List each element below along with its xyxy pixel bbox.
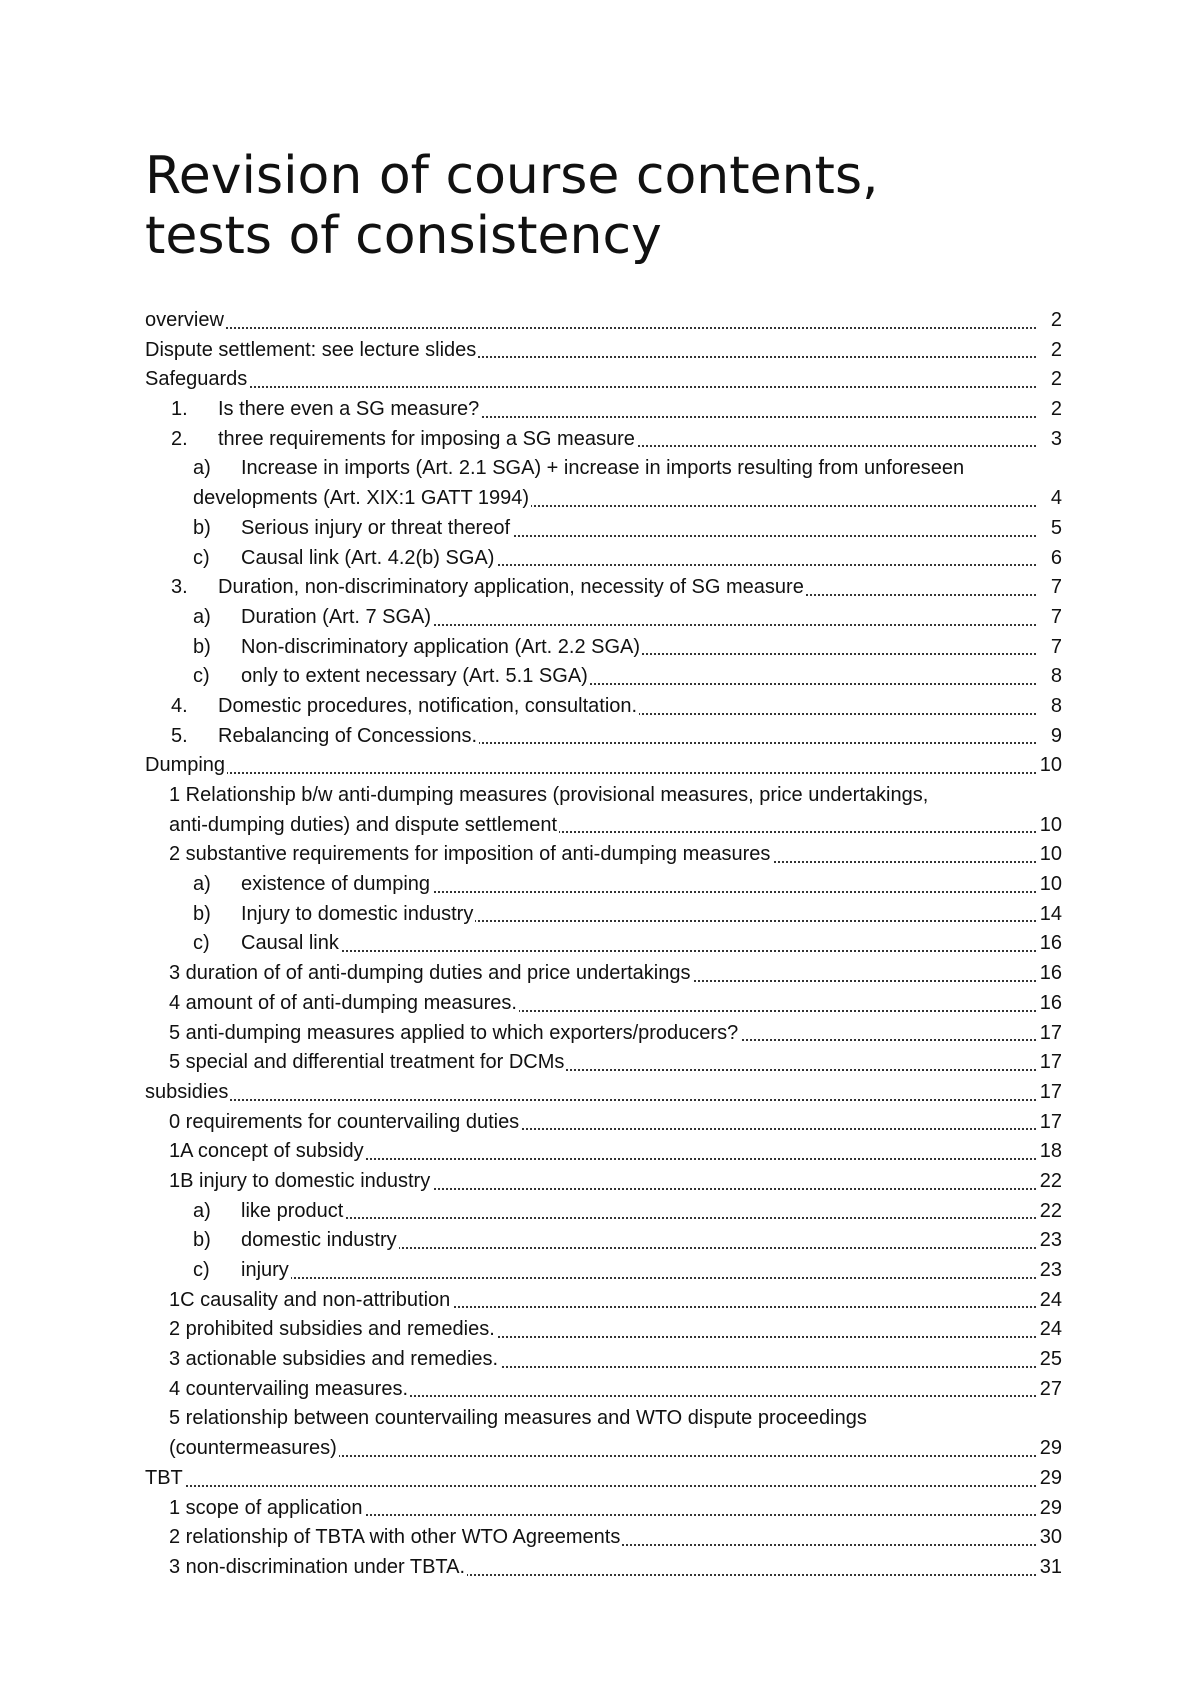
toc-page-number: 22 — [1038, 1197, 1062, 1227]
toc-page-number: 23 — [1038, 1256, 1062, 1286]
toc-entry-marker: b) — [193, 1229, 211, 1252]
toc-entry[interactable] — [145, 751, 1062, 781]
toc-entry-label: 3 actionable subsidies and remedies. — [169, 1345, 500, 1375]
toc-entry-label: Non-discriminatory application (Art. 2.2 SGA) — [241, 633, 642, 663]
toc-entry-label: 1A concept of subsidy — [169, 1137, 366, 1167]
toc-dot-leader — [241, 1190, 1036, 1220]
toc-entry-label: domestic industry — [241, 1226, 399, 1256]
toc-dot-leader — [145, 1071, 1036, 1101]
toc-dot-leader — [241, 1249, 1036, 1279]
toc-page-number: 9 — [1049, 722, 1062, 752]
toc-page-number: 16 — [1038, 929, 1062, 959]
toc-page-number: 24 — [1038, 1286, 1062, 1316]
toc-page-number: 10 — [1038, 811, 1062, 841]
toc-page-number: 18 — [1038, 1137, 1062, 1167]
toc-entry-label: Injury to domestic industry — [241, 900, 475, 930]
toc-page-number: 31 — [1038, 1553, 1062, 1583]
toc-entry-marker: c) — [193, 665, 210, 688]
toc-entry-label: 2 relationship of TBTA with other WTO Agreements — [169, 1523, 622, 1553]
toc-page-number: 2 — [1049, 365, 1062, 395]
table-of-contents — [145, 306, 1062, 1583]
toc-entry-label: 1 Relationship b/w anti-dumping measures (provisional measures, price undertakings, — [169, 781, 930, 811]
toc-entry-label: Rebalancing of Concessions. — [218, 722, 479, 752]
toc-entry-label: injury — [241, 1256, 291, 1286]
toc-entry-label: Increase in imports (Art. 2.1 SGA) + increase in imports resulting from unforeseen — [241, 454, 966, 484]
toc-entry-label: 2 prohibited subsidies and remedies. — [169, 1315, 497, 1345]
toc-page-number: 7 — [1049, 573, 1062, 603]
toc-page-number: 5 — [1049, 514, 1062, 544]
toc-entry-label: 1C causality and non-attribution — [169, 1286, 452, 1316]
toc-entry-label-continuation: developments (Art. XIX:1 GATT 1994) — [193, 484, 531, 514]
toc-entry-marker: 4. — [171, 694, 188, 717]
toc-entry-label: 3 non-discrimination under TBTA. — [169, 1553, 467, 1583]
toc-page-number: 8 — [1049, 692, 1062, 722]
toc-page-number: 22 — [1038, 1167, 1062, 1197]
toc-dot-leader — [145, 744, 1036, 774]
toc-entry-marker: b) — [193, 902, 211, 925]
toc-entry[interactable] — [145, 1375, 1062, 1405]
toc-page-number: 6 — [1049, 544, 1062, 574]
toc-page-number: 2 — [1049, 306, 1062, 336]
toc-entry-label: Serious injury or threat thereof — [241, 514, 512, 544]
toc-dot-leader — [145, 299, 1036, 329]
toc-entry-label: Causal link (Art. 4.2(b) SGA) — [241, 544, 496, 574]
toc-entry-label: 4 countervailing measures. — [169, 1375, 410, 1405]
toc-entry-label-continuation: (countermeasures) — [169, 1434, 339, 1464]
toc-entry-label: 1 scope of application — [169, 1494, 364, 1524]
toc-entry-label: subsidies — [145, 1078, 230, 1108]
toc-page-number: 10 — [1038, 751, 1062, 781]
toc-entry-marker: 2. — [171, 427, 188, 450]
toc-page-number: 17 — [1038, 1108, 1062, 1138]
toc-entry-marker: c) — [193, 1259, 210, 1281]
toc-entry-label: Domestic procedures, notification, consultation. — [218, 692, 639, 722]
toc-page-number: 29 — [1038, 1494, 1062, 1524]
toc-entry[interactable] — [145, 425, 1062, 455]
toc-page-number: 8 — [1049, 662, 1062, 692]
toc-page-number: 14 — [1038, 900, 1062, 930]
toc-page-number: 17 — [1038, 1048, 1062, 1078]
toc-entry-marker: 1. — [171, 398, 188, 421]
toc-entry-label: 5 relationship between countervailing measures and WTO dispute proceedings — [169, 1404, 869, 1434]
toc-entry-label: Dumping — [145, 751, 227, 781]
toc-entry-marker: 5. — [171, 724, 188, 747]
toc-page-number: 17 — [1038, 1019, 1062, 1049]
toc-entry-label: only to extent necessary (Art. 5.1 SGA) — [241, 662, 590, 692]
toc-entry-label: 5 anti-dumping measures applied to which exporters/producers? — [169, 1019, 740, 1049]
toc-entry-label: 0 requirements for countervailing duties — [169, 1108, 521, 1138]
toc-page-number: 17 — [1038, 1078, 1062, 1108]
toc-entry-label: like product — [241, 1197, 345, 1227]
title-line-2: tests of consistency — [145, 206, 662, 266]
toc-page-number: 7 — [1049, 633, 1062, 663]
toc-page-number: 27 — [1038, 1375, 1062, 1405]
toc-entry-label: Duration, non-discriminatory application, necessity of SG measure — [218, 573, 806, 603]
toc-page-number: 2 — [1049, 395, 1062, 425]
toc-entry-label: 3 duration of of anti-dumping duties and price undertakings — [169, 959, 692, 989]
toc-dot-leader — [145, 358, 1036, 388]
toc-entry-label: overview — [145, 306, 226, 336]
toc-entry-label: 2 substantive requirements for imposition of anti-dumping measures — [169, 840, 772, 870]
toc-page-number: 30 — [1038, 1523, 1062, 1553]
toc-entry-marker: c) — [193, 546, 210, 569]
toc-entry-label: TBT — [145, 1464, 185, 1494]
toc-page-number: 10 — [1038, 870, 1062, 900]
toc-entry-label: Causal link — [241, 929, 341, 959]
toc-entry-label: three requirements for imposing a SG measure — [218, 425, 637, 455]
toc-page-number: 29 — [1038, 1464, 1062, 1494]
toc-page-number: 25 — [1038, 1345, 1062, 1375]
toc-entry-marker: b) — [193, 635, 211, 658]
toc-entry-label: 5 special and differential treatment for DCMs — [169, 1048, 566, 1078]
toc-entry[interactable] — [145, 1553, 1062, 1583]
toc-page-number: 10 — [1038, 840, 1062, 870]
toc-page-number: 16 — [1038, 989, 1062, 1019]
toc-page-number: 4 — [1049, 484, 1062, 514]
toc-page-number: 3 — [1049, 425, 1062, 455]
toc-entry-marker: 3. — [171, 576, 188, 599]
toc-entry-marker: b) — [193, 516, 211, 539]
page-title — [145, 146, 879, 266]
toc-entry-label: Duration (Art. 7 SGA) — [241, 603, 433, 633]
toc-entry-label: Safeguards — [145, 365, 249, 395]
toc-page-number: 2 — [1049, 336, 1062, 366]
toc-entry-marker: a) — [193, 457, 211, 480]
toc-entry-label: existence of dumping — [241, 870, 432, 900]
toc-page-number: 16 — [1038, 959, 1062, 989]
toc-entry-label: Dispute settlement: see lecture slides — [145, 336, 478, 366]
toc-entry-marker: a) — [193, 605, 211, 628]
toc-page-number: 24 — [1038, 1315, 1062, 1345]
toc-dot-leader — [145, 1457, 1036, 1487]
toc-entry-marker: a) — [193, 873, 211, 896]
toc-entry-label-continuation: anti-dumping duties) and dispute settlement — [169, 811, 559, 841]
toc-entry-marker: a) — [193, 1199, 211, 1222]
toc-entry-marker: c) — [193, 932, 210, 955]
toc-page-number: 7 — [1049, 603, 1062, 633]
toc-entry-label: Is there even a SG measure? — [218, 395, 481, 425]
toc-entry-label: 1B injury to domestic industry — [169, 1167, 432, 1197]
toc-page-number: 29 — [1038, 1434, 1062, 1464]
toc-page-number: 23 — [1038, 1226, 1062, 1256]
title-line-1: Revision of course contents, — [145, 146, 879, 206]
toc-dot-leader — [241, 922, 1036, 952]
toc-entry-label: 4 amount of of anti-dumping measures. — [169, 989, 519, 1019]
